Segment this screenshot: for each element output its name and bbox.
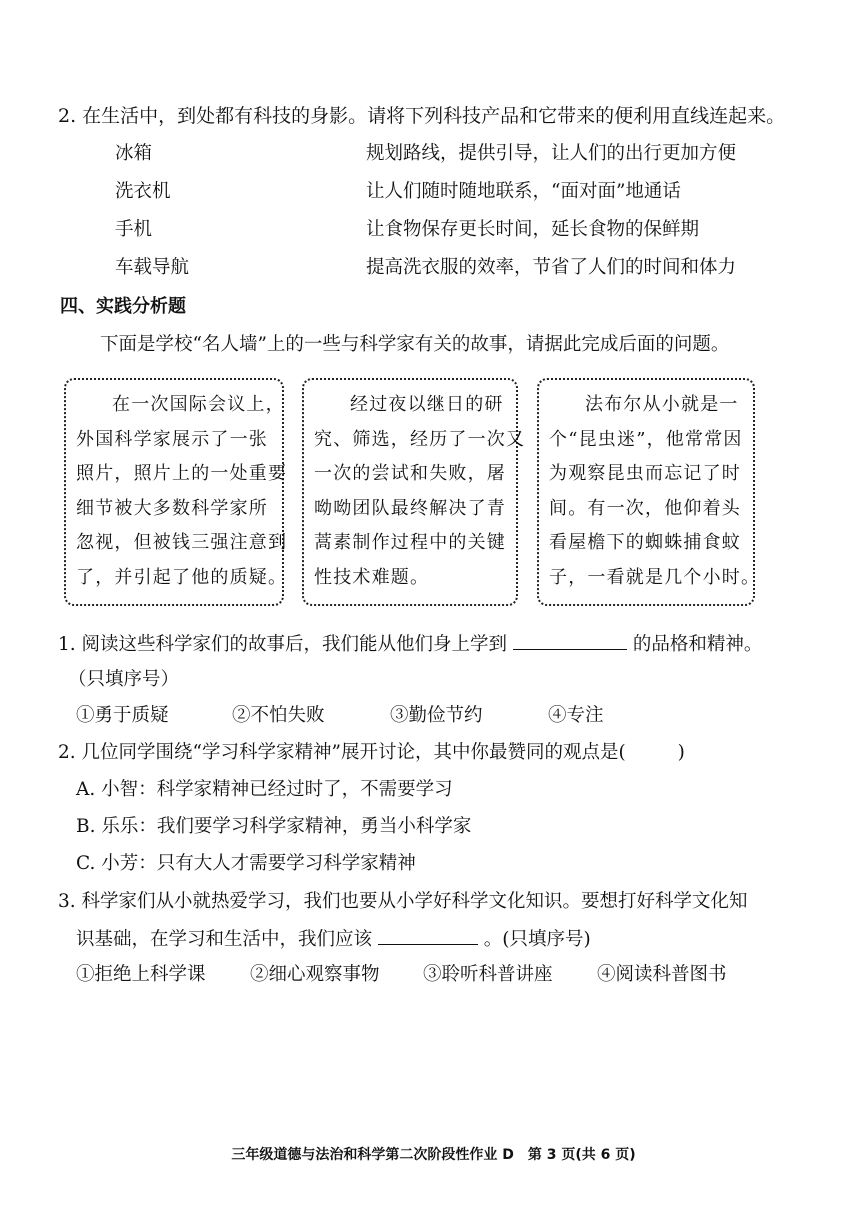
section-title: 四、实践分析题: [60, 296, 186, 317]
matching-right-item: 让人们随时随地联系，“面对面”地通话: [366, 181, 681, 202]
matching-left-item: 车载导航: [115, 257, 190, 278]
question-2-text: 2. 几位同学围绕“学习科学家精神”展开讨论，其中你最赞同的观点是(: [58, 742, 626, 763]
choice-b: B. 乐乐：我们要学习科学家精神，勇当小科学家: [76, 816, 472, 837]
question-1-text-after: 的品格和精神。: [632, 634, 763, 655]
option: ③勤俭节约: [390, 705, 483, 726]
story-line: 蒿素制作过程中的关键: [314, 532, 506, 553]
option: ③聆听科普讲座: [423, 964, 553, 985]
question-3-text: 识基础，在学习和生活中，我们应该: [76, 929, 373, 950]
story-line: 性技术难题。: [314, 566, 430, 588]
answer-blank[interactable]: [513, 631, 627, 650]
option: ①勇于质疑: [76, 705, 169, 726]
answer-blank[interactable]: [378, 926, 478, 945]
question-2: [58, 740, 685, 766]
story-line: 看屋檐下的蜘蛛捕食蚊: [549, 532, 741, 553]
story-line: 法布尔从小就是一: [585, 394, 739, 415]
story-line: 照片，照片上的一处重要: [76, 463, 288, 484]
matching-right-item: 让食物保存更长时间，延长食物的保鲜期: [366, 219, 700, 240]
story-line: 子，一看就是几个小时。: [549, 566, 761, 588]
story-line: 在一次国际会议上，: [112, 394, 285, 415]
story-line: 了，并引起了他的质疑。: [76, 566, 288, 588]
story-line: 经过夜以继日的研: [350, 394, 504, 415]
question-1-text: 1. 阅读这些科学家们的故事后，我们能从他们身上学到: [58, 634, 508, 655]
question-3-line-2: [76, 926, 591, 953]
story-line: 外国科学家展示了一张: [76, 428, 268, 450]
matching-question-prompt: 2. 在生活中，到处都有科技的身影。请将下列科技产品和它带来的便利用直线连起来。: [58, 105, 786, 127]
story-line: 一次的尝试和失败，屠: [314, 463, 506, 484]
section-intro: 下面是学校“名人墙”上的一些与科学家有关的故事，请据此完成后面的问题。: [100, 334, 730, 355]
choice-c: C. 小芳：只有大人才需要学习科学家精神: [76, 853, 416, 874]
question-1: [58, 631, 762, 658]
question-3-text-after: 。(只填序号): [483, 929, 591, 950]
story-line: 细节被大多数科学家所: [76, 497, 268, 519]
matching-left-item: 冰箱: [115, 143, 153, 164]
story-line: 忽视，但被钱三强注意到: [76, 532, 288, 553]
question-2-paren-close: ): [677, 742, 685, 763]
choice-a: A. 小智：科学家精神已经过时了，不需要学习: [76, 779, 453, 800]
option: ②细心观察事物: [250, 964, 380, 985]
story-box-qian-sanqiang: [64, 378, 288, 606]
matching-left-item: 洗衣机: [115, 181, 171, 202]
story-box-tu-youyou: [302, 378, 526, 606]
option: ④专注: [548, 705, 604, 726]
matching-right-item: 规划路线，提供引导，让人们的出行更加方便: [366, 143, 737, 164]
story-line: 呦呦团队最终解决了青: [314, 497, 506, 519]
option: ②不怕失败: [232, 705, 325, 726]
story-line: 究、筛选，经历了一次又: [314, 428, 526, 450]
question-1-note: （只填序号）: [68, 669, 180, 690]
story-line: 间。有一次，他仰着头: [549, 497, 741, 519]
page-footer: 三年级道德与法治和科学第二次阶段性作业 D 第 3 页(共 6 页): [231, 1147, 636, 1163]
matching-left-item: 手机: [115, 219, 153, 240]
matching-right-item: 提高洗衣服的效率，节省了人们的时间和体力: [366, 257, 737, 278]
story-box-fabre: [537, 378, 761, 606]
story-line: 个“昆虫迷”，他常常因: [549, 428, 743, 450]
option: ④阅读科普图书: [597, 964, 727, 985]
question-3-line-1: 3. 科学家们从小就热爱学习，我们也要从小学好科学文化知识。要想打好科学文化知: [58, 891, 748, 912]
option: ①拒绝上科学课: [76, 964, 206, 985]
story-line: 为观察昆虫而忘记了时: [549, 463, 741, 484]
